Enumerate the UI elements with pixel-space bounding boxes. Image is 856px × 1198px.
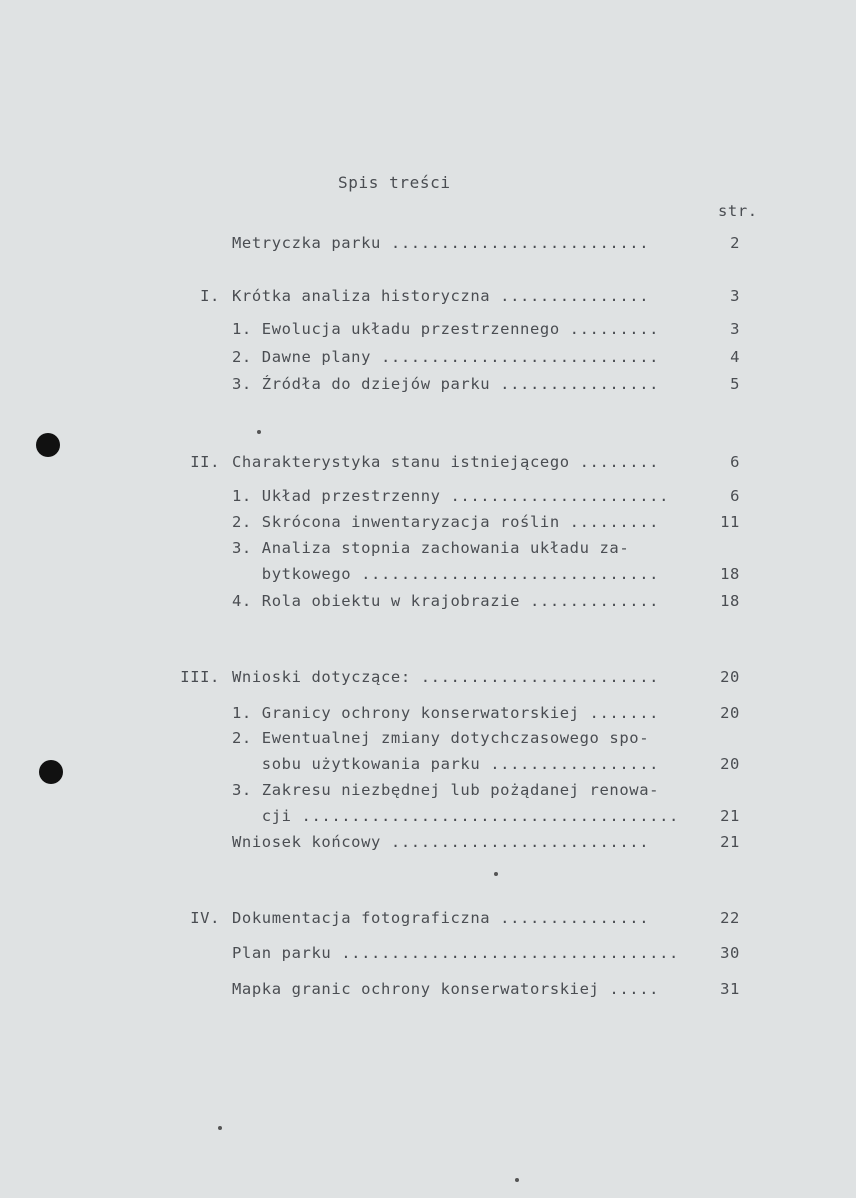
toc-roman-numeral: I. xyxy=(200,287,220,305)
toc-page-number: 20 xyxy=(720,704,740,722)
toc-entry-text: cji ...................................... xyxy=(232,807,679,825)
toc-entry-text: 3. Źródła do dziejów parku ................ xyxy=(232,375,660,393)
toc-page-number: 6 xyxy=(730,487,740,505)
page-title: Spis treści xyxy=(338,173,451,192)
toc-entry-text: 3. Analiza stopnia zachowania układu za- xyxy=(232,539,630,557)
toc-roman-numeral: IV. xyxy=(190,909,220,927)
toc-entry-text: Dokumentacja fotograficzna ............... xyxy=(232,909,650,927)
toc-entry-text: 3. Zakresu niezbędnej lub pożądanej renowa- xyxy=(232,781,660,799)
toc-entry-text: Mapka granic ochrony konserwatorskiej ..... xyxy=(232,980,660,998)
toc-roman-numeral: III. xyxy=(180,668,220,686)
toc-entry-text: Wniosek końcowy .......................... xyxy=(232,833,650,851)
toc-entry-text: 2. Dawne plany ............................ xyxy=(232,348,660,366)
toc-entry-text: bytkowego .............................. xyxy=(232,565,660,583)
speck xyxy=(515,1178,519,1182)
speck xyxy=(218,1126,222,1130)
toc-entry-text: 1. Ewolucja układu przestrzennego ......... xyxy=(232,320,660,338)
punch-hole xyxy=(36,433,60,457)
toc-entry-text: Wnioski dotyczące: ........................ xyxy=(232,668,660,686)
toc-entry-text: Metryczka parku .......................... xyxy=(232,234,650,252)
toc-entry-text: 2. Ewentualnej zmiany dotychczasowego spo- xyxy=(232,729,650,747)
toc-page-number: 2 xyxy=(730,234,740,252)
speck xyxy=(257,430,261,434)
toc-page-number: 21 xyxy=(720,833,740,851)
punch-hole xyxy=(39,760,63,784)
toc-entry-text: 4. Rola obiektu w krajobrazie ............. xyxy=(232,592,660,610)
toc-page-number: 20 xyxy=(720,668,740,686)
toc-page-number: 22 xyxy=(720,909,740,927)
toc-page-number: 4 xyxy=(730,348,740,366)
toc-page-number: 18 xyxy=(720,565,740,583)
toc-entry-text: 2. Skrócona inwentaryzacja roślin ......... xyxy=(232,513,660,531)
toc-page-number: 3 xyxy=(730,287,740,305)
toc-entry-text: Krótka analiza historyczna ............... xyxy=(232,287,650,305)
toc-page-number: 18 xyxy=(720,592,740,610)
toc-page-number: 3 xyxy=(730,320,740,338)
toc-entry-text: sobu użytkowania parku ................. xyxy=(232,755,660,773)
toc-page-number: 31 xyxy=(720,980,740,998)
toc-entry-text: Plan parku .................................. xyxy=(232,944,679,962)
toc-page-number: 21 xyxy=(720,807,740,825)
toc-page-number: 5 xyxy=(730,375,740,393)
toc-entry-text: 1. Granicy ochrony konserwatorskiej ....... xyxy=(232,704,660,722)
speck xyxy=(494,872,498,876)
toc-page-number: 20 xyxy=(720,755,740,773)
toc-page-number: 11 xyxy=(720,513,740,531)
toc-roman-numeral: II. xyxy=(190,453,220,471)
page-column-header: str. xyxy=(718,202,758,220)
toc-entry-text: Charakterystyka stanu istniejącego ........ xyxy=(232,453,660,471)
toc-entry-text: 1. Układ przestrzenny ...................... xyxy=(232,487,669,505)
toc-page-number: 30 xyxy=(720,944,740,962)
toc-page-number: 6 xyxy=(730,453,740,471)
